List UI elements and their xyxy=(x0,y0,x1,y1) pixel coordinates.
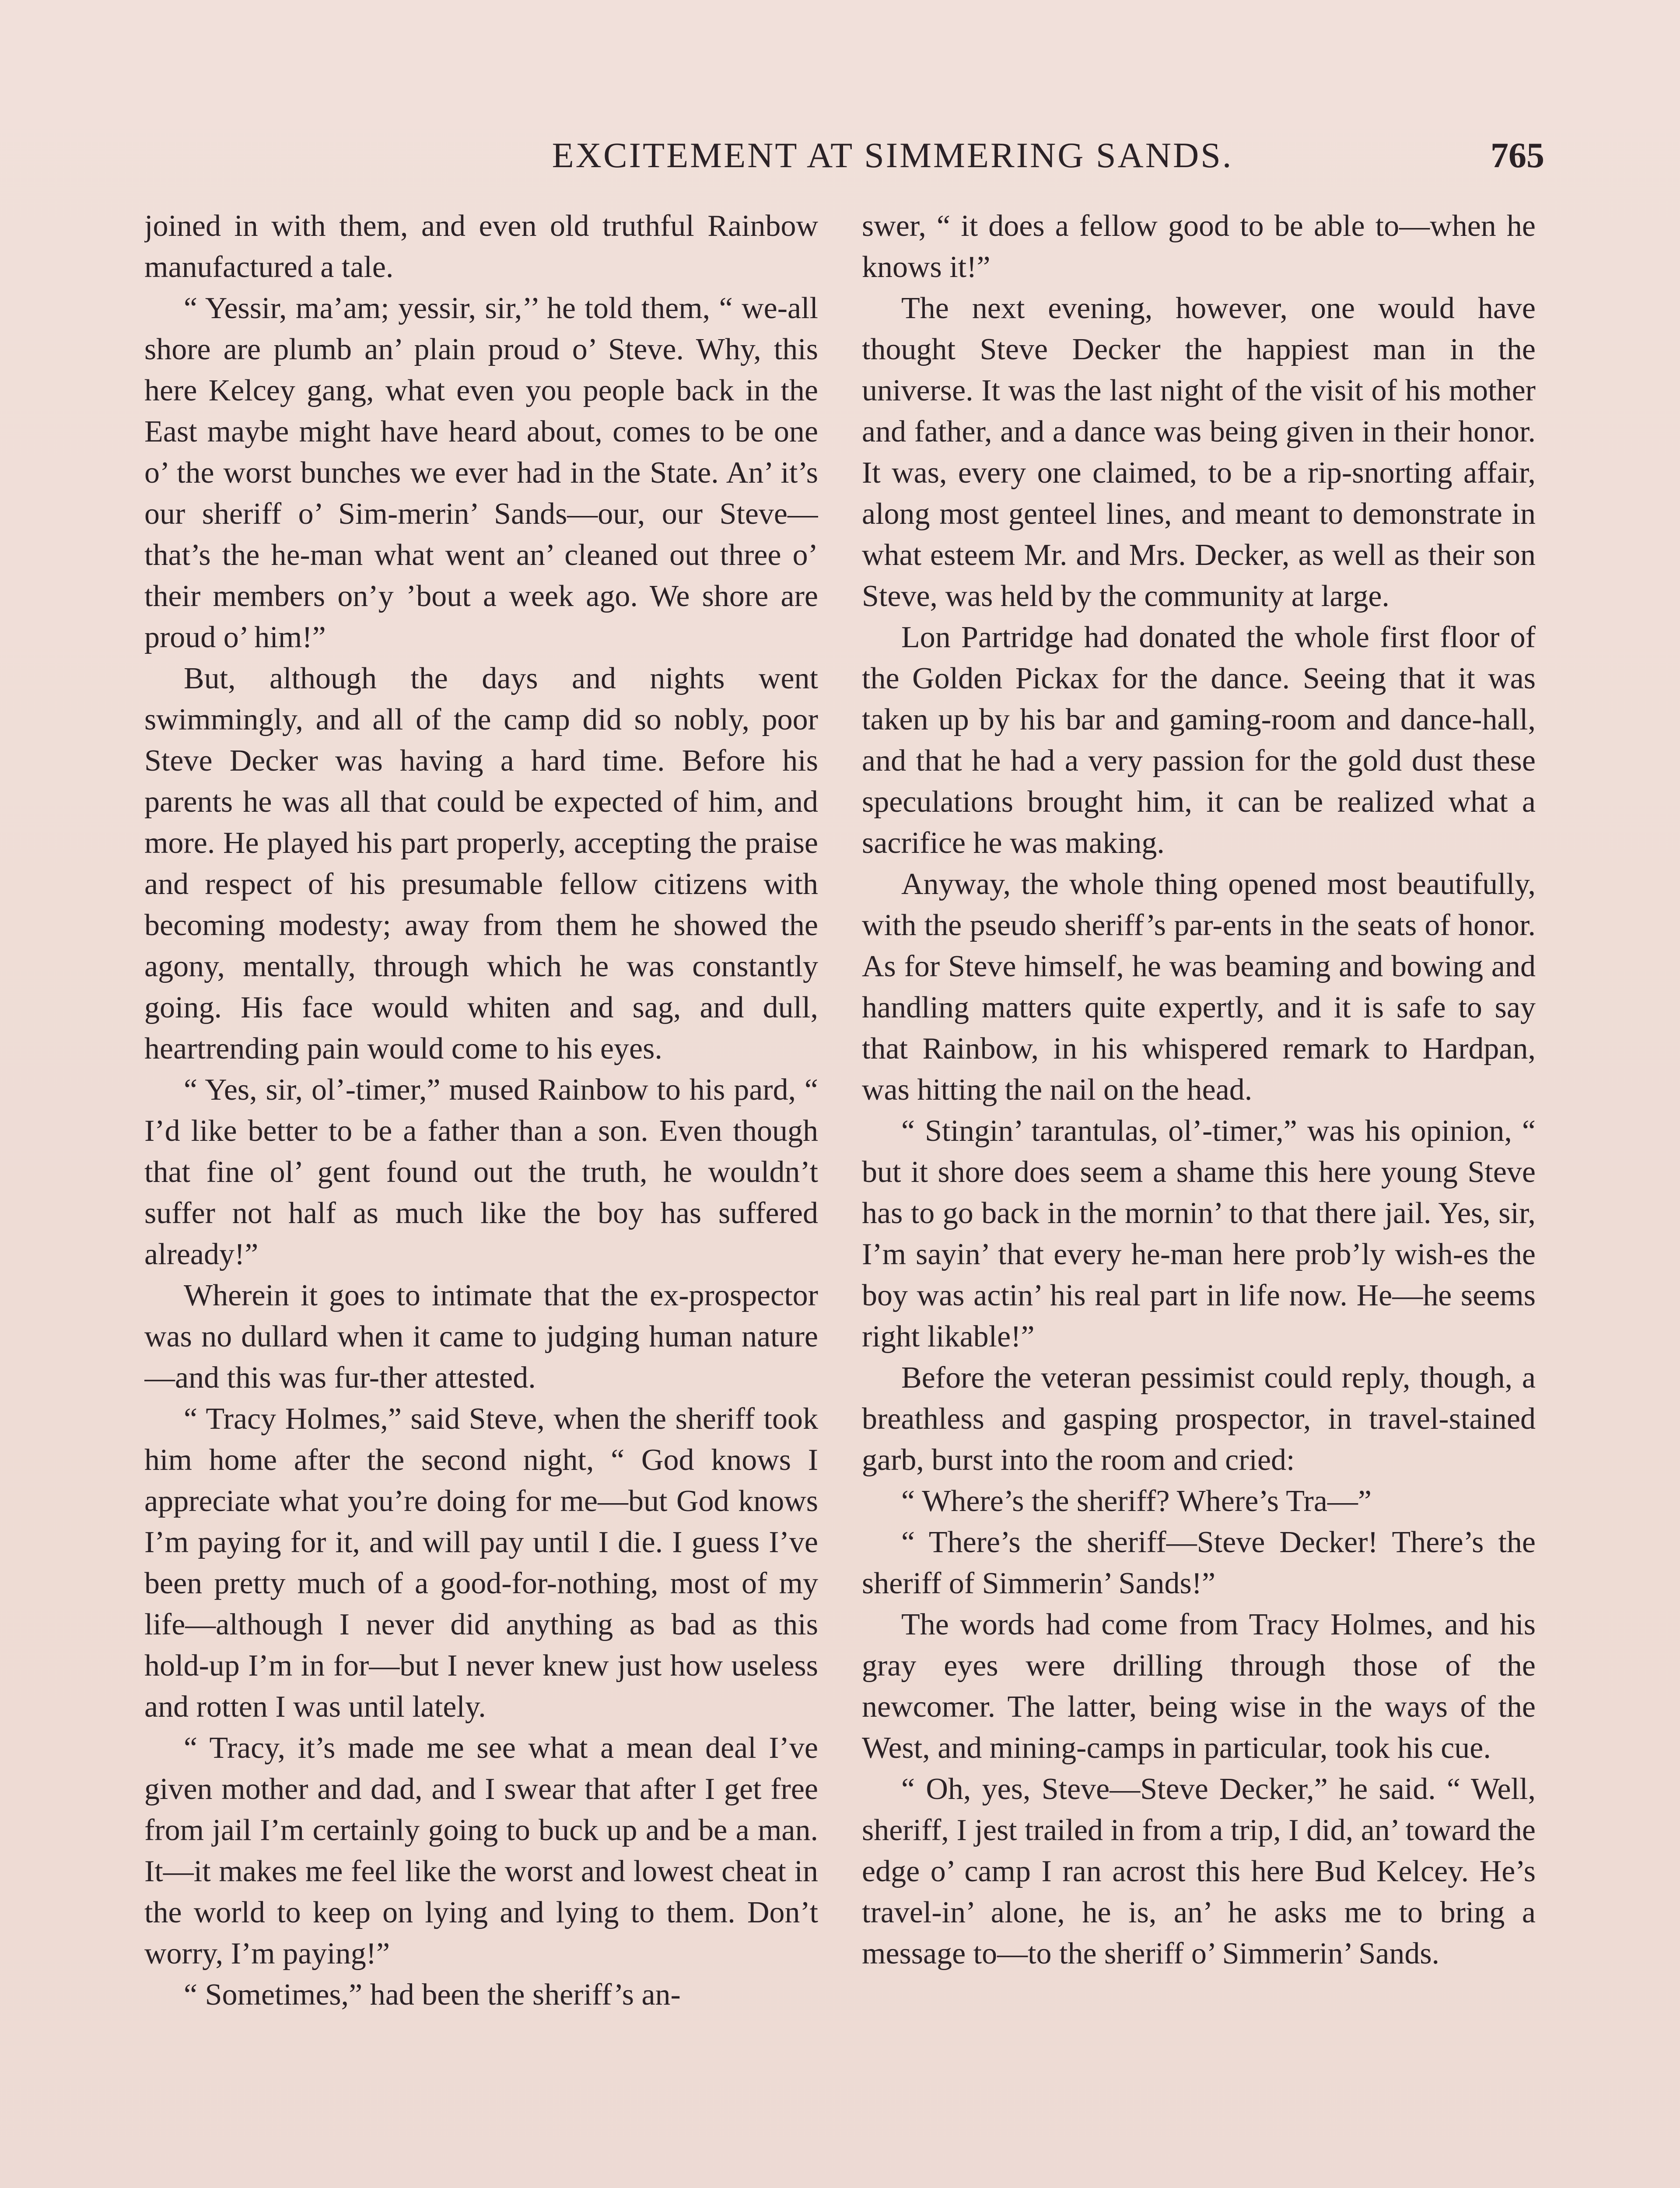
paragraph: “ There’s the sheriff—Steve Decker! There’s the sheriff of Simmerin’ Sands!” xyxy=(862,1525,1536,1600)
paragraph: “ Stingin’ tarantulas, ol’-timer,” was his opinion, “ but it shore does seem a shame this here young Steve has to go back in the mornin’ to that there jail. Yes, sir, I’m sayin’ that every he-man here prob’ly wish-es the boy was actin’ his real part in life now. He—he seems right likable!” xyxy=(862,1114,1536,1353)
paragraph: “ Where’s the sheriff? Where’s Tra—” xyxy=(901,1484,1372,1518)
paragraph: “ Yes, sir, ol’-timer,” mused Rainbow to his pard, “ I’d like better to be a father than a son. Even though that fine ol’ gent found out the truth, he wouldn’t suffer not half as much like the boy has suffered already!” xyxy=(144,1073,818,1271)
paragraph: joined in with them, and even old truthful Rainbow manufactured a tale. xyxy=(144,209,818,284)
paragraph: Before the veteran pessimist could reply, though, a breathless and gasping prospector, in travel-stained garb, burst into the room and cried: xyxy=(862,1361,1536,1477)
running-head xyxy=(144,131,1544,179)
paragraph: Wherein it goes to intimate that the ex-prospector was no dullard when it came to judging human nature—and this was fur-ther attested. xyxy=(144,1279,818,1395)
paragraph: “ Yessir, ma’am; yessir, sir,’’ he told them, “ we-all shore are plumb an’ plain proud o’ Steve. Why, this here Kelcey gang, what even you people back in the East maybe might have heard about, comes to be one o’ the worst bunches we ever had in the State. An’ it’s our sheriff o’ Sim-merin’ Sands—our, our Steve—that’s the he-man what went an’ cleaned out three o’ their members on’y ’bout a week ago. We shore are proud o’ him!” xyxy=(144,291,818,654)
page-title: EXCITEMENT AT SIMMERING SANDS. xyxy=(552,135,1233,175)
paragraph: But, although the days and nights went swimmingly, and all of the camp did so nobly, poor Steve Decker was having a hard time. Before his parents he was all that could be expected of him, and more. He played his part properly, accepting the praise and respect of his presumable fellow citizens with becoming modesty; away from them he showed the agony, mentally, through which he was constantly going. His face would whiten and sag, and dull, heartrending pain would come to his eyes. xyxy=(144,662,818,1066)
paragraph: “ Sometimes,” had been the sheriff’s an- xyxy=(184,1978,681,2012)
paragraph: The words had come from Tracy Holmes, and his gray eyes were drilling through those of the newcomer. The latter, being wise in the ways of the West, and mining-camps in particular, took his cue. xyxy=(862,1608,1536,1765)
paragraph: “ Tracy, it’s made me see what a mean deal I’ve given mother and dad, and I swear that after I get free from jail I’m certainly going to buck up and be a man. It—it makes me feel like the worst and lowest cheat in the world to keep on lying and lying to them. Don’t worry, I’m paying!” xyxy=(144,1731,818,1971)
paragraph: swer, “ it does a fellow good to be able to—when he knows it!” xyxy=(862,209,1536,284)
text-column-left xyxy=(144,206,818,2188)
paragraph: “ Tracy Holmes,” said Steve, when the sheriff took him home after the second night, “ God knows I appreciate what you’re doing for me—but God knows I’m paying for it, and will pay until I die. I guess I’ve been pretty much of a good-for-nothing, most of my life—although I never did anything as bad as this hold-up I’m in for—but I never knew just how useless and rotten I was until lately. xyxy=(144,1402,818,1724)
paragraph: Anyway, the whole thing opened most beautifully, with the pseudo sheriff’s par-ents in the seats of honor. As for Steve himself, he was beaming and bowing and handling matters quite expertly, and it is safe to say that Rainbow, in his whispered remark to Hardpan, was hitting the nail on the head. xyxy=(862,867,1536,1107)
paragraph: The next evening, however, one would have thought Steve Decker the happiest man in the universe. It was the last night of the visit of his mother and father, and a dance was being given in their honor. It was, every one claimed, to be a rip-snorting affair, along most genteel lines, and meant to demonstrate in what esteem Mr. and Mrs. Decker, as well as their son Steve, was held by the community at large. xyxy=(862,291,1536,613)
paragraph: Lon Partridge had donated the whole first floor of the Golden Pickax for the dance. Seeing that it was taken up by his bar and gaming-room and dance-hall, and that he had a very passion for the gold dust these speculations brought him, it can be realized what a sacrifice he was making. xyxy=(862,621,1536,860)
paragraph: “ Oh, yes, Steve—Steve Decker,” he said. “ Well, sheriff, I jest trailed in from a trip, I did, an’ toward the edge o’ camp I ran acrost this here Bud Kelcey. He’s travel-in’ alone, he is, an’ he asks me to bring a message to—to the sheriff o’ Simmerin’ Sands. xyxy=(862,1772,1536,1971)
page-number: 765 xyxy=(1491,135,1544,175)
text-column-right xyxy=(862,206,1536,2188)
